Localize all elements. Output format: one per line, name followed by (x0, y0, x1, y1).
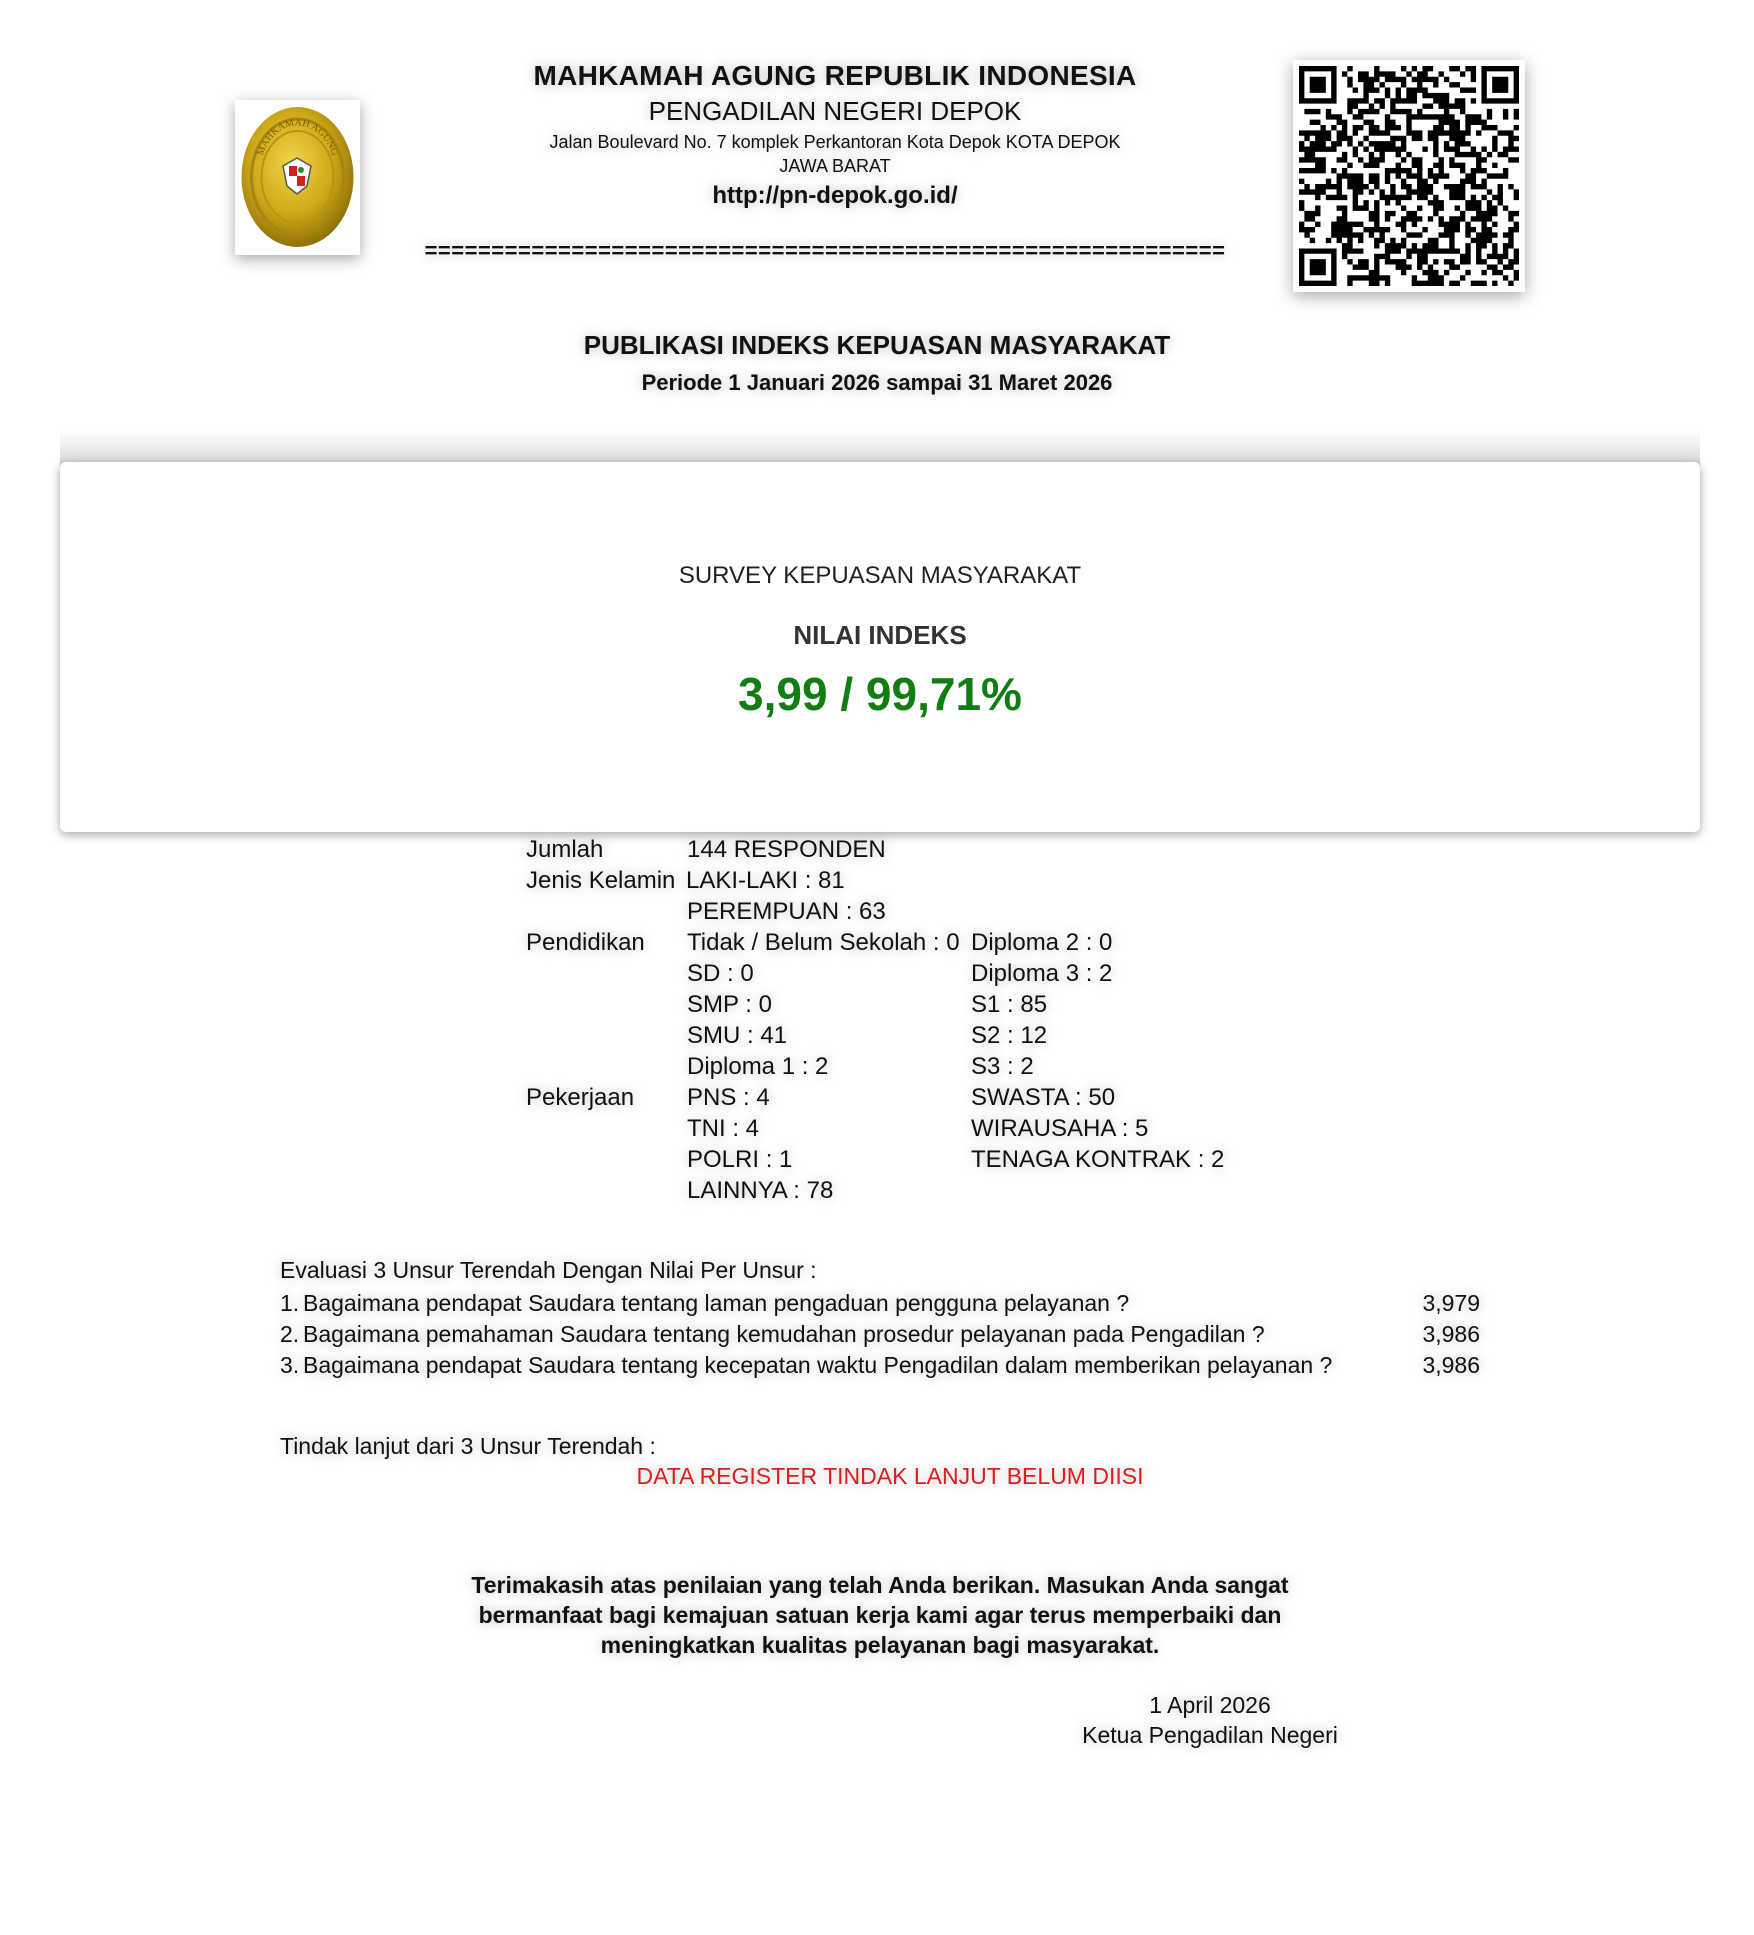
signature-date: 1 April 2026 (1149, 1692, 1271, 1718)
evaluation-value: 3,986 (1422, 1321, 1480, 1347)
qr-code (1293, 60, 1525, 292)
job-label: Pekerjaan (526, 1084, 635, 1111)
survey-title: SURVEY KEPUASAN MASYARAKAT (678, 562, 1082, 589)
index-label: NILAI INDEKS (793, 620, 967, 650)
court-name: PENGADILAN NEGERI DEPOK (648, 96, 1022, 126)
address-line-1: Jalan Boulevard No. 7 komplek Perkantoran Kota Depok KOTA DEPOK (549, 132, 1121, 152)
index-value: 3,99 / 99,71% (738, 668, 1022, 720)
jumlah-label: Jumlah (526, 836, 604, 863)
gender-female: PEREMPUAN : 63 (687, 898, 886, 925)
education-item: Diploma 3 : 2 (971, 960, 1113, 987)
evaluation-title: Evaluasi 3 Unsur Terendah Dengan Nilai Per Unsur : (280, 1257, 817, 1283)
evaluation-question: Bagaimana pendapat Saudara tentang laman pengaduan pengguna pelayanan ? (303, 1290, 1130, 1316)
education-item: S3 : 2 (971, 1053, 1034, 1080)
thanks-line: bermanfaat bagi kemajuan satuan kerja kami agar terus memperbaiki dan (478, 1602, 1282, 1628)
evaluation-value: 3,986 (1422, 1352, 1480, 1378)
job-item: PNS : 4 (687, 1084, 770, 1111)
job-item: POLRI : 1 (687, 1146, 793, 1173)
publication-period: Periode 1 Januari 2026 sampai 31 Maret 2026 (641, 370, 1113, 395)
evaluation-number: 1. (280, 1290, 300, 1316)
education-item: Diploma 2 : 0 (971, 929, 1113, 956)
jumlah-value: 144 RESPONDEN (687, 836, 886, 863)
job-item: SWASTA : 50 (971, 1084, 1116, 1111)
evaluation-item (280, 1350, 1480, 1381)
education-item: Diploma 1 : 2 (687, 1053, 829, 1080)
qr-code-icon (1293, 60, 1525, 292)
publication-title: PUBLIKASI INDEKS KEPUASAN MASYARAKAT (583, 330, 1171, 360)
court-logo (235, 100, 360, 255)
education-item: SMU : 41 (687, 1022, 788, 1049)
evaluation-number: 3. (280, 1352, 300, 1378)
signature-role: Ketua Pengadilan Negeri (1082, 1722, 1338, 1748)
education-item: SD : 0 (687, 960, 754, 987)
thanks-message (380, 1570, 1380, 1660)
job-item: LAINNYA : 78 (687, 1177, 834, 1204)
education-item: S2 : 12 (971, 1022, 1048, 1049)
education-label: Pendidikan (526, 929, 645, 956)
job-item: TENAGA KONTRAK : 2 (971, 1146, 1225, 1173)
address-line-2: JAWA BARAT (779, 156, 891, 176)
header-divider: ============================================================ (424, 238, 1226, 263)
evaluation-item (280, 1288, 1480, 1319)
org-name: MAHKAMAH AGUNG REPUBLIK INDONESIA (533, 60, 1137, 91)
evaluation-item (280, 1319, 1480, 1350)
website-link[interactable]: http://pn-depok.go.id/ (712, 182, 958, 209)
education-item: Tidak / Belum Sekolah : 0 (687, 929, 960, 956)
evaluation-value: 3,979 (1422, 1290, 1480, 1316)
court-emblem-icon (235, 100, 360, 255)
thanks-line: Terimakasih atas penilaian yang telah Anda berikan. Masukan Anda sangat (471, 1572, 1289, 1598)
evaluation-number: 2. (280, 1321, 300, 1347)
follow-up-note: DATA REGISTER TINDAK LANJUT BELUM DIISI (636, 1463, 1144, 1489)
thanks-line: meningkatkan kualitas pelayanan bagi masyarakat. (600, 1632, 1160, 1658)
gender-male: LAKI-LAKI : 81 (686, 867, 845, 894)
evaluation-question: Bagaimana pendapat Saudara tentang kecepatan waktu Pengadilan dalam memberikan pelayanan ? (303, 1352, 1333, 1378)
education-item: SMP : 0 (687, 991, 772, 1018)
education-item: S1 : 85 (971, 991, 1048, 1018)
follow-up-title: Tindak lanjut dari 3 Unsur Terendah : (280, 1433, 656, 1459)
job-item: WIRAUSAHA : 5 (971, 1115, 1149, 1142)
job-item: TNI : 4 (687, 1115, 760, 1142)
gender-label: Jenis Kelamin (526, 867, 676, 894)
index-card (60, 462, 1700, 832)
logo-text: MAHKAMAH AGUNG (255, 117, 340, 158)
evaluation-question: Bagaimana pemahaman Saudara tentang kemudahan prosedur pelayanan pada Pengadilan ? (303, 1321, 1265, 1347)
